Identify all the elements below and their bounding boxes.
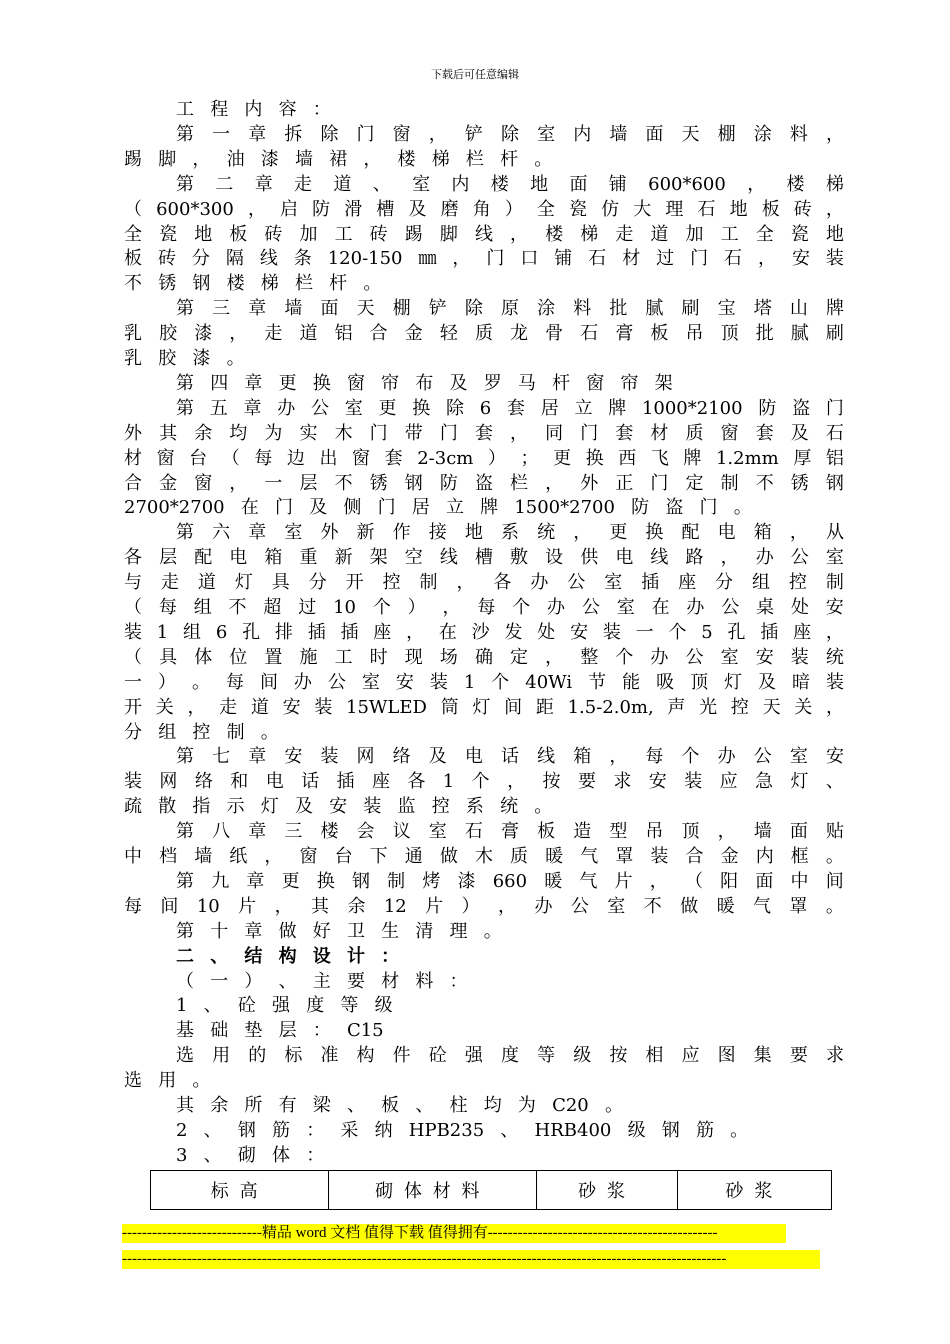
text-line: 第 五 章 办 公 室 更 换 除 6 套 居 立 牌 1000*2100 防 盗 门	[176, 398, 844, 419]
text-line: 第 六 章 室 外 新 作 接 地 系 统 ， 更 换 配 电 箱 ， 从	[176, 522, 844, 543]
text-line: 第 七 章 安 装 网 络 及 电 话 线 箱 ， 每 个 办 公 室 安	[176, 746, 844, 767]
text-line: 第 一 章 拆 除 门 窗 ， 铲 除 室 内 墙 面 天 棚 涂 料 ，	[176, 124, 844, 145]
text-line: 踢 脚 ， 油 漆 墙 裙 ， 楼 梯 栏 杆 。	[124, 149, 553, 170]
text-line: （ 具 体 位 置 施 工 时 现 场 确 定 ， 整 个 办 公 室 安 装 统	[124, 647, 844, 668]
text-line: 2 、 钢 筋 ： 采 纳 HPB235 、 HRB400 级 钢 筋 。	[176, 1120, 749, 1141]
page-header: 下载后可任意编辑	[431, 68, 519, 81]
text-line: 外 其 余 均 为 实 木 门 带 门 套 ， 同 门 套 材 质 窗 套 及 石	[124, 423, 844, 444]
text-line: 第 九 章 更 换 钢 制 烤 漆 660 暖 气 片 ， （ 阳 面 中 间	[176, 871, 844, 892]
text-line: 与 走 道 灯 具 分 开 控 制 ， 各 办 公 室 插 座 分 组 控 制	[124, 572, 844, 593]
table-header-elevation: 标高	[151, 1171, 329, 1209]
text-line: 中 档 墙 纸 ， 窗 台 下 通 做 木 质 暖 气 罩 装 合 金 内 框 。	[124, 846, 844, 867]
text-line: 不 锈 钢 楼 梯 栏 杆 。	[124, 273, 382, 294]
text-line: 工 程 内 容 ：	[176, 99, 331, 120]
text-line: 开 关 ， 走 道 安 装 15WLED 筒 灯 间 距 1.5-2.0m, 声 光 控 天 关 ，	[124, 697, 844, 718]
table-header-masonry-material: 砌体材料	[329, 1171, 537, 1209]
footer-line-2: -------------------------------------------------------------------------------------------------------------------------	[122, 1250, 820, 1269]
text-line: 第 八 章 三 楼 会 议 室 石 膏 板 造 型 吊 顶 ， 墙 面 贴	[176, 821, 844, 842]
text-line: 第 十 章 做 好 卫 生 清 理 。	[176, 921, 502, 942]
table-header-mortar-1: 砂浆	[537, 1171, 677, 1209]
text-line: 第 三 章 墙 面 天 棚 铲 除 原 涂 料 批 腻 刷 宝 塔 山 牌	[176, 298, 844, 319]
text-line: 乳 胶 漆 。	[124, 348, 245, 369]
text-line: 1 、 砼 强 度 等 级	[176, 995, 393, 1016]
text-line: （ 600*300 ， 启 防 滑 槽 及 磨 角 ） 全 瓷 仿 大 理 石 地 板 砖 ，	[124, 199, 844, 220]
text-line: 2700*2700 在 门 及 侧 门 居 立 牌 1500*2700 防 盗 门 。	[124, 497, 752, 518]
text-line: 疏 散 指 示 灯 及 安 装 监 控 系 统 。	[124, 796, 553, 817]
text-line: 乳 胶 漆 ， 走 道 铝 合 金 轻 质 龙 骨 石 膏 板 吊 顶 批 腻 刷	[124, 323, 844, 344]
text-line: 一 ） 。 每 间 办 公 室 安 装 1 个 40Wi 节 能 吸 顶 灯 及 暗 装	[124, 672, 844, 693]
text-line: 第 四 章 更 换 窗 帘 布 及 罗 马 杆 窗 帘 架	[176, 373, 673, 394]
masonry-table	[150, 1170, 832, 1210]
text-line: 合 金 窗 ， 一 层 不 锈 钢 防 盗 栏 ， 外 正 门 定 制 不 锈 钢	[124, 473, 844, 494]
text-line: 二 、 结 构 设 计 ：	[176, 946, 400, 967]
text-line: 分 组 控 制 。	[124, 722, 279, 743]
text-line: 3 、 砌 体 ：	[176, 1145, 325, 1166]
text-line: 选 用 的 标 准 构 件 砼 强 度 等 级 按 相 应 图 集 要 求	[176, 1045, 844, 1066]
text-line: 材 窗 台 （ 每 边 出 窗 套 2-3cm ） ； 更 换 西 飞 牌 1.2mm 厚 铝	[124, 448, 844, 469]
text-line: 基 础 垫 层 ： C15	[176, 1020, 384, 1041]
text-line: （ 一 ） 、 主 要 材 料 ：	[176, 971, 468, 992]
text-line: 全 瓷 地 板 砖 加 工 砖 踢 脚 线 ， 楼 梯 走 道 加 工 全 瓷 地	[124, 224, 844, 245]
footer-line-1: ----------------------------精品 word 文档 值得下载 值得拥有----------------------------------------------	[122, 1224, 786, 1243]
text-line: 装 网 络 和 电 话 插 座 各 1 个 ， 按 要 求 安 装 应 急 灯 、	[124, 771, 844, 792]
table-header-mortar-2: 砂浆	[725, 1181, 784, 1202]
text-line: 每 间 10 片 ， 其 余 12 片 ） ， 办 公 室 不 做 暖 气 罩 。	[124, 896, 844, 917]
text-line: 选 用 。	[124, 1070, 211, 1091]
text-line: （ 每 组 不 超 过 10 个 ） ， 每 个 办 公 室 在 办 公 桌 处 安	[124, 597, 844, 618]
text-line: 装 1 组 6 孔 排 插 插 座 ， 在 沙 发 处 安 装 一 个 5 孔 插 座 ，	[124, 622, 844, 643]
text-line: 板 砖 分 隔 线 条 120-150 ㎜ ， 门 口 铺 石 材 过 门 石 ， 安 装	[124, 248, 844, 269]
footer-banner	[122, 1224, 820, 1269]
text-line: 第 二 章 走 道 、 室 内 楼 地 面 铺 600*600 ， 楼 梯	[176, 174, 844, 195]
text-line: 各 层 配 电 箱 重 新 架 空 线 槽 敷 设 供 电 线 路 ， 办 公 室	[124, 547, 844, 568]
text-line: 其 余 所 有 梁 、 板 、 柱 均 为 C20 。	[176, 1095, 623, 1116]
